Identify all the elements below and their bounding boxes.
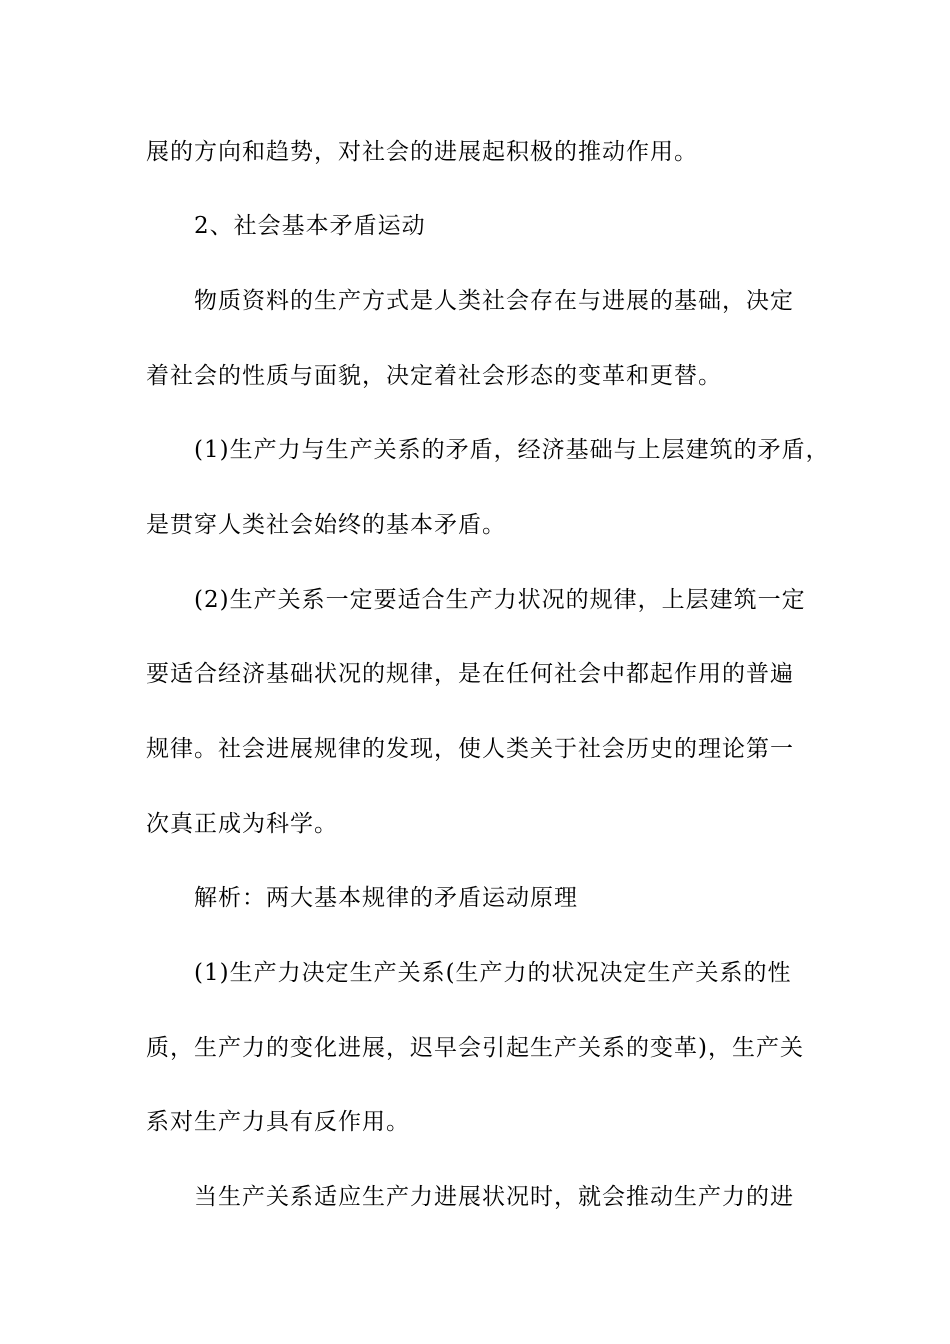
section-heading: 2、社会基本矛盾运动: [194, 213, 426, 239]
text-line: 规律。社会进展规律的发现，使人类关于社会历史的理论第一: [146, 736, 794, 762]
text-line: 要适合经济基础状况的规律，是在任何社会中都起作用的普遍: [146, 661, 794, 687]
text-line: 物质资料的生产方式是人类社会存在与进展的基础，决定: [194, 288, 794, 314]
text-line: 当生产关系适应生产力进展状况时，就会推动生产力的进: [194, 1184, 794, 1210]
text-line: 质，生产力的变化进展，迟早会引起生产关系的变革)，生产关: [146, 1035, 804, 1061]
text-line: 系对生产力具有反作用。: [146, 1109, 410, 1135]
text-line: 着社会的性质与面貌，决定着社会形态的变革和更替。: [146, 363, 722, 389]
text-line: 次真正成为科学。: [146, 811, 338, 837]
text-line: 是贯穿人类社会始终的基本矛盾。: [146, 512, 506, 538]
text-line: (1)生产力与生产关系的矛盾，经济基础与上层建筑的矛盾，: [194, 437, 830, 463]
text-line: 展的方向和趋势，对社会的进展起积极的推动作用。: [146, 139, 698, 165]
text-line: (1)生产力决定生产关系(生产力的状况决定生产关系的性: [194, 960, 792, 986]
text-line: (2)生产关系一定要适合生产力状况的规律，上层建筑一定: [194, 587, 806, 613]
text-line: 解析：两大基本规律的矛盾运动原理: [194, 885, 578, 911]
